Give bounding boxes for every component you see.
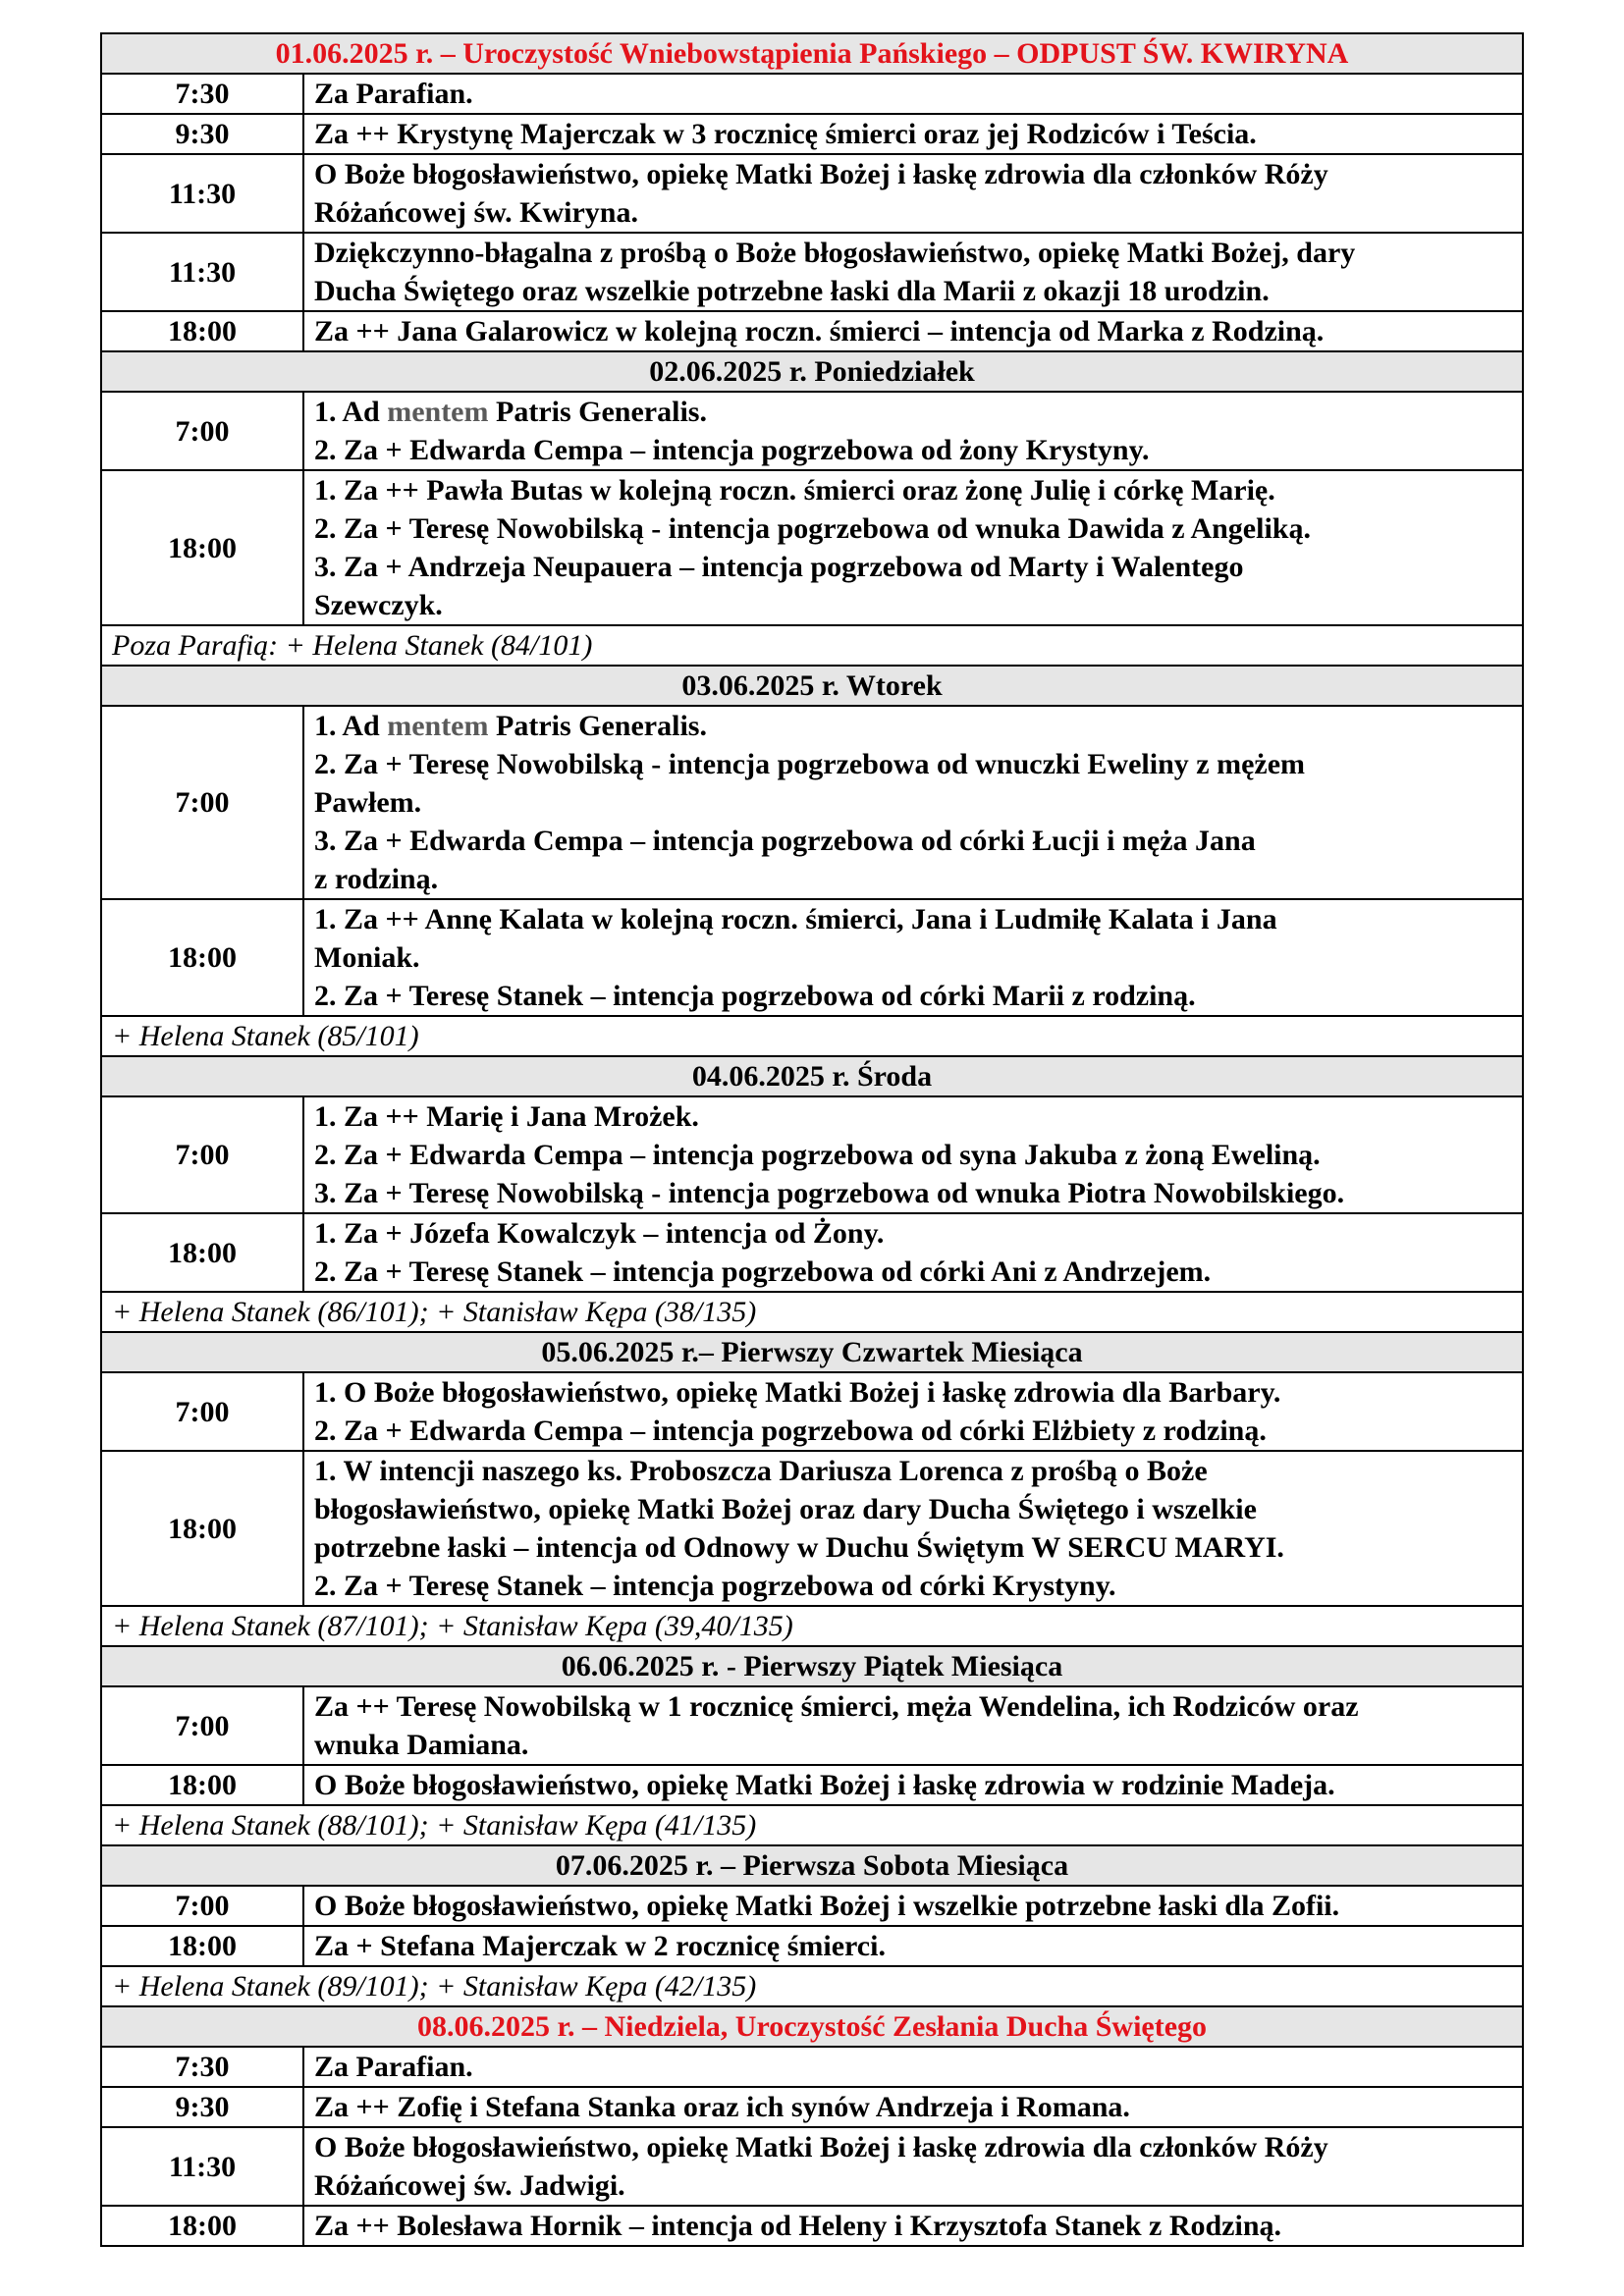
intention-line: Za Parafian. xyxy=(314,2051,473,2083)
mass-time: 9:30 xyxy=(101,114,303,154)
mass-time: 11:30 xyxy=(101,2127,303,2206)
day-header-row xyxy=(101,351,1523,392)
intention-line: Za + Stefana Majerczak w 2 rocznicę śmierci. xyxy=(314,1930,886,1962)
mass-intention xyxy=(303,114,1523,154)
intention-note: + Helena Stanek (86/101); + Stanisław Kępa (38/135) xyxy=(101,1292,1523,1332)
intention-note: + Helena Stanek (87/101); + Stanisław Kępa (39,40/135) xyxy=(101,1606,1523,1646)
mass-intention xyxy=(303,1886,1523,1926)
intention-line: wnuka Damiana. xyxy=(314,1729,529,1761)
mass-row xyxy=(101,2206,1523,2246)
intention-line: 3. Za + Andrzeja Neupauera – intencja pogrzebowa od Marty i Walentego xyxy=(314,551,1244,583)
intention-line: 1. Za ++ Pawła Butas w kolejną roczn. śmierci oraz żonę Julię i córkę Marię. xyxy=(314,474,1275,507)
mass-time: 18:00 xyxy=(101,899,303,1016)
mass-intention xyxy=(303,899,1523,1016)
mass-time: 7:00 xyxy=(101,1372,303,1451)
intention-line: 2. Za + Teresę Stanek – intencja pogrzebowa od córki Ani z Andrzejem. xyxy=(314,1255,1212,1288)
mass-intention xyxy=(303,1372,1523,1451)
intention-line: 1. Za + Józefa Kowalczyk – intencja od Żony. xyxy=(314,1217,885,1250)
intention-line: Za ++ Krystynę Majerczak w 3 rocznicę śmierci oraz jej Rodziców i Teścia. xyxy=(314,118,1257,150)
intention-line: O Boże błogosławieństwo, opiekę Matki Bożej i łaskę zdrowia dla członków Róży xyxy=(314,2131,1328,2163)
mass-time: 7:30 xyxy=(101,2047,303,2087)
mass-time: 7:00 xyxy=(101,1096,303,1213)
day-header-row xyxy=(101,1646,1523,1686)
mass-intention xyxy=(303,1686,1523,1765)
mass-row xyxy=(101,899,1523,1016)
intention-line: 1. Za ++ Marię i Jana Mrożek. xyxy=(314,1100,699,1133)
intention-line: O Boże błogosławieństwo, opiekę Matki Bożej i łaskę zdrowia w rodzinie Madeja. xyxy=(314,1769,1335,1801)
intention-text: Patris Generalis. xyxy=(488,710,707,742)
intention-note: + Helena Stanek (89/101); + Stanisław Kępa (42/135) xyxy=(101,1966,1523,2006)
mass-time: 7:00 xyxy=(101,392,303,470)
intention-text: 1. Ad xyxy=(314,396,388,428)
mass-row xyxy=(101,1926,1523,1966)
mass-row xyxy=(101,1886,1523,1926)
mass-row xyxy=(101,1213,1523,1292)
intention-text: 1. Ad xyxy=(314,710,388,742)
intention-note: + Helena Stanek (88/101); + Stanisław Kępa (41/135) xyxy=(101,1805,1523,1845)
mass-time: 18:00 xyxy=(101,311,303,351)
mass-intention xyxy=(303,1926,1523,1966)
mass-intention xyxy=(303,1451,1523,1606)
intention-line: Za ++ Teresę Nowobilską w 1 rocznicę śmierci, męża Wendelina, ich Rodziców oraz xyxy=(314,1690,1359,1723)
intention-note: Poza Parafią: + Helena Stanek (84/101) xyxy=(101,625,1523,666)
intention-line: 2. Za + Teresę Stanek – intencja pogrzebowa od córki Marii z rodziną. xyxy=(314,980,1196,1012)
mass-intention xyxy=(303,2047,1523,2087)
intention-line: Szewczyk. xyxy=(314,589,443,621)
mass-row xyxy=(101,311,1523,351)
day-header: 04.06.2025 r. Środa xyxy=(101,1056,1523,1096)
intention-line: O Boże błogosławieństwo, opiekę Matki Bożej i łaskę zdrowia dla członków Róży xyxy=(314,158,1328,190)
mass-intention xyxy=(303,706,1523,899)
intention-line: Za ++ Zofię i Stefana Stanka oraz ich synów Andrzeja i Romana. xyxy=(314,2091,1130,2123)
day-header-row xyxy=(101,1845,1523,1886)
mass-time: 7:00 xyxy=(101,706,303,899)
intention-line: z rodziną. xyxy=(314,863,439,895)
intention-line: 1. O Boże błogosławieństwo, opiekę Matki Bożej i łaskę zdrowia dla Barbary. xyxy=(314,1376,1281,1409)
intention-line: potrzebne łaski – intencja od Odnowy w Duchu Świętym W SERCU MARYI. xyxy=(314,1531,1284,1564)
mass-intention xyxy=(303,2206,1523,2246)
mass-intention xyxy=(303,1765,1523,1805)
day-header-row xyxy=(101,33,1523,74)
mass-row xyxy=(101,2087,1523,2127)
note-row xyxy=(101,1606,1523,1646)
mass-time: 18:00 xyxy=(101,1926,303,1966)
mass-time: 11:30 xyxy=(101,154,303,233)
note-row xyxy=(101,1805,1523,1845)
intention-line xyxy=(314,707,1512,745)
mass-time: 9:30 xyxy=(101,2087,303,2127)
mass-row xyxy=(101,1096,1523,1213)
intention-line: Ducha Świętego oraz wszelkie potrzebne łaski dla Marii z okazji 18 urodzin. xyxy=(314,275,1270,307)
intention-line: Za ++ Bolesława Hornik – intencja od Heleny i Krzysztofa Stanek z Rodziną. xyxy=(314,2210,1282,2242)
day-header: 02.06.2025 r. Poniedziałek xyxy=(101,351,1523,392)
mass-time: 18:00 xyxy=(101,470,303,625)
mass-row xyxy=(101,2127,1523,2206)
intention-emphasis: mentem xyxy=(387,396,489,428)
mass-intention xyxy=(303,1096,1523,1213)
mass-row xyxy=(101,470,1523,625)
note-row xyxy=(101,1292,1523,1332)
mass-intention xyxy=(303,1213,1523,1292)
mass-time: 7:00 xyxy=(101,1886,303,1926)
day-header-row xyxy=(101,1332,1523,1372)
intention-line: Moniak. xyxy=(314,941,420,974)
intention-line: Różańcowej św. Kwiryna. xyxy=(314,196,638,229)
mass-intention xyxy=(303,2127,1523,2206)
intention-line: 2. Za + Edwarda Cempa – intencja pogrzebowa od syna Jakuba z żoną Eweliną. xyxy=(314,1139,1321,1171)
mass-time: 18:00 xyxy=(101,2206,303,2246)
mass-time: 18:00 xyxy=(101,1765,303,1805)
day-header-row xyxy=(101,1056,1523,1096)
day-header: 08.06.2025 r. – Niedziela, Uroczystość Zesłania Ducha Świętego xyxy=(101,2006,1523,2047)
intention-line: 2. Za + Teresę Nowobilską - intencja pogrzebowa od wnuczki Eweliny z mężem xyxy=(314,748,1305,780)
intention-line: 2. Za + Edwarda Cempa – intencja pogrzebowa od córki Elżbiety z rodziną. xyxy=(314,1415,1267,1447)
note-row xyxy=(101,1966,1523,2006)
mass-time: 7:30 xyxy=(101,74,303,114)
mass-row xyxy=(101,74,1523,114)
mass-row xyxy=(101,706,1523,899)
mass-intentions-table xyxy=(100,32,1524,2247)
mass-intention xyxy=(303,392,1523,470)
intention-line: Za ++ Jana Galarowicz w kolejną roczn. śmierci – intencja od Marka z Rodziną. xyxy=(314,315,1325,347)
mass-intentions-body xyxy=(101,33,1523,2246)
day-header-row xyxy=(101,2006,1523,2047)
mass-row xyxy=(101,392,1523,470)
intention-line: Dziękczynno-błagalna z prośbą o Boże błogosławieństwo, opiekę Matki Bożej, dary xyxy=(314,237,1356,269)
intention-line: 2. Za + Teresę Stanek – intencja pogrzebowa od córki Krystyny. xyxy=(314,1570,1116,1602)
mass-intention xyxy=(303,2087,1523,2127)
day-header: 01.06.2025 r. – Uroczystość Wniebowstąpienia Pańskiego – ODPUST ŚW. KWIRYNA xyxy=(101,33,1523,74)
intention-line: Pawłem. xyxy=(314,786,422,819)
mass-intention xyxy=(303,233,1523,311)
intention-line: 1. Za ++ Annę Kalata w kolejną roczn. śmierci, Jana i Ludmiłę Kalata i Jana xyxy=(314,903,1277,935)
mass-time: 11:30 xyxy=(101,233,303,311)
intention-line: 2. Za + Teresę Nowobilską - intencja pogrzebowa od wnuka Dawida z Angeliką. xyxy=(314,512,1311,545)
mass-intention xyxy=(303,470,1523,625)
intention-line: błogosławieństwo, opiekę Matki Bożej oraz dary Ducha Świętego i wszelkie xyxy=(314,1493,1257,1525)
mass-row xyxy=(101,233,1523,311)
mass-row xyxy=(101,154,1523,233)
intention-line: 3. Za + Teresę Nowobilską - intencja pogrzebowa od wnuka Piotra Nowobilskiego. xyxy=(314,1177,1345,1209)
intention-line: Różańcowej św. Jadwigi. xyxy=(314,2169,625,2202)
intention-emphasis: mentem xyxy=(387,710,489,742)
mass-time: 18:00 xyxy=(101,1213,303,1292)
mass-row xyxy=(101,2047,1523,2087)
mass-time: 7:00 xyxy=(101,1686,303,1765)
intention-note: + Helena Stanek (85/101) xyxy=(101,1016,1523,1056)
day-header: 03.06.2025 r. Wtorek xyxy=(101,666,1523,706)
mass-intention xyxy=(303,154,1523,233)
mass-row xyxy=(101,114,1523,154)
mass-row xyxy=(101,1765,1523,1805)
day-header: 05.06.2025 r.– Pierwszy Czwartek Miesiąca xyxy=(101,1332,1523,1372)
intention-line: Za Parafian. xyxy=(314,78,473,110)
intention-line: O Boże błogosławieństwo, opiekę Matki Bożej i wszelkie potrzebne łaski dla Zofii. xyxy=(314,1890,1340,1922)
day-header-row xyxy=(101,666,1523,706)
intention-text: Patris Generalis. xyxy=(488,396,707,428)
intention-line: 2. Za + Edwarda Cempa – intencja pogrzebowa od żony Krystyny. xyxy=(314,434,1150,466)
mass-row xyxy=(101,1451,1523,1606)
mass-time: 18:00 xyxy=(101,1451,303,1606)
intention-line: 3. Za + Edwarda Cempa – intencja pogrzebowa od córki Łucji i męża Jana xyxy=(314,825,1256,857)
intention-line: 1. W intencji naszego ks. Proboszcza Dariusza Lorenca z prośbą o Boże xyxy=(314,1455,1208,1487)
note-row xyxy=(101,1016,1523,1056)
mass-row xyxy=(101,1372,1523,1451)
mass-intention xyxy=(303,74,1523,114)
intention-line xyxy=(314,393,1512,431)
mass-row xyxy=(101,1686,1523,1765)
day-header: 06.06.2025 r. - Pierwszy Piątek Miesiąca xyxy=(101,1646,1523,1686)
day-header: 07.06.2025 r. – Pierwsza Sobota Miesiąca xyxy=(101,1845,1523,1886)
mass-intention xyxy=(303,311,1523,351)
note-row xyxy=(101,625,1523,666)
